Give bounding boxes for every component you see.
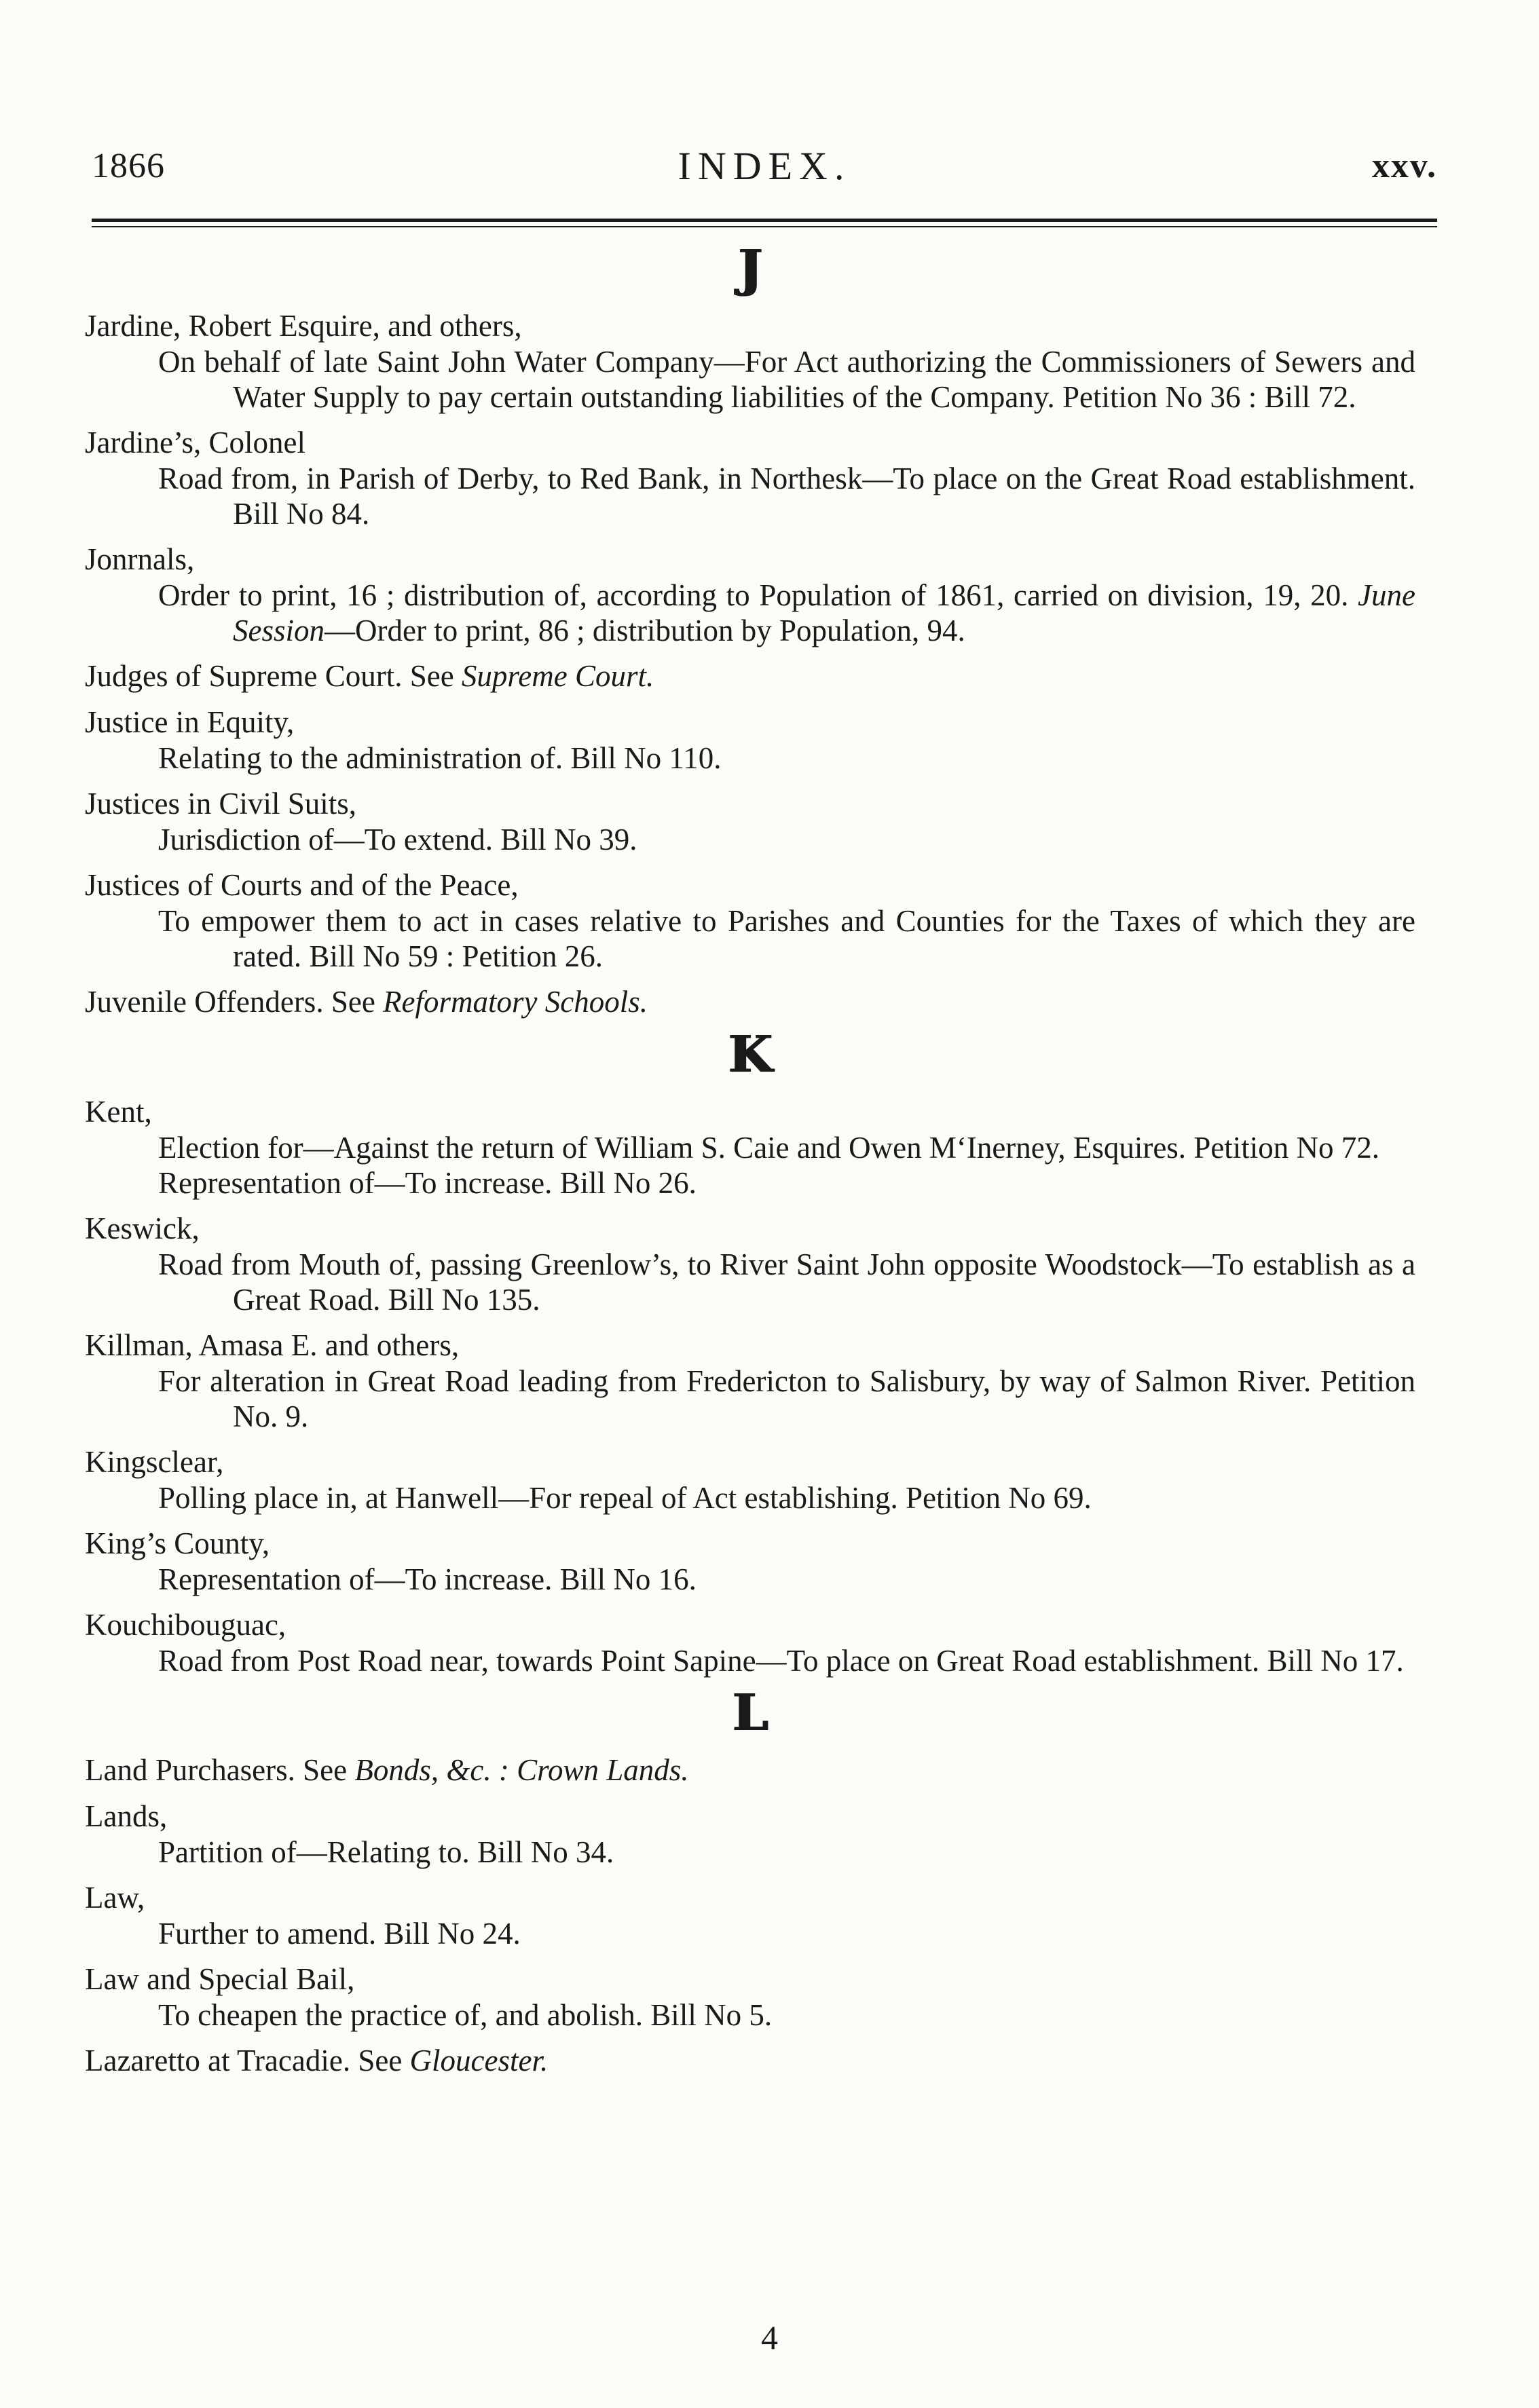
- entry-heading: Justice in Equity,: [85, 705, 295, 739]
- entry-heading: Justices in Civil Suits,: [85, 787, 357, 821]
- header-year: 1866: [92, 147, 165, 185]
- index-entry: [85, 1961, 1415, 2033]
- entry-heading: Jardine’s, Colonel: [85, 426, 305, 459]
- index-entry: [85, 1444, 1415, 1516]
- entry-heading: Kouchibouguac,: [85, 1608, 286, 1642]
- section-letter-l: L: [732, 1684, 768, 1742]
- entry-subentry: To cheapen the practice of, and abolish. Bill No 5.: [158, 1998, 773, 2032]
- entry-heading: Lands,: [85, 1799, 168, 1833]
- text-run: —Order to print, 86 ; distribution by Population, 94.: [325, 614, 965, 647]
- text-run: Juvenile Offenders. See: [85, 985, 384, 1019]
- entry-heading: Kingsclear,: [85, 1445, 224, 1479]
- cross-reference: Gloucester.: [409, 2044, 549, 2077]
- entry-heading: Jardine, Robert Esquire, and others,: [85, 309, 522, 343]
- index-entry: [85, 1327, 1415, 1434]
- index-entry: [85, 307, 1415, 415]
- entry-subentry: To empower them to act in cases relative to Parishes and Counties for the Taxes of which they are rated. Bill No 59 : Petition 26.: [158, 904, 1415, 973]
- entry-heading: Law,: [85, 1881, 145, 1915]
- entry-heading: [85, 1752, 1415, 1788]
- index-entry: [85, 1210, 1415, 1317]
- entry-heading: Kent,: [85, 1095, 152, 1129]
- index-entry: [85, 424, 1415, 531]
- index-entry: [85, 1606, 1415, 1678]
- entry-subentry: Election for—Against the return of William S. Caie and Owen M‘Inerney, Esquires. Petition No 72.: [158, 1131, 1380, 1165]
- index-content: [85, 241, 1415, 2088]
- entry-heading: [85, 658, 1415, 694]
- entry-subentry: Road from, in Parish of Derby, to Red Bank, in Northesk—To place on the Great Road establishment. Bill No 84.: [158, 462, 1415, 531]
- entry-subentry: Polling place in, at Hanwell—For repeal of Act establishing. Petition No 69.: [158, 1481, 1092, 1515]
- index-entry: [85, 704, 1415, 776]
- text-run: Land Purchasers. See: [85, 1753, 355, 1787]
- header-page-number: xxv.: [1371, 147, 1437, 185]
- section-letter-k: K: [728, 1026, 773, 1084]
- cross-reference: June Session: [233, 578, 1415, 647]
- entry-heading: [85, 983, 1415, 1020]
- entry-heading: Jonrnals,: [85, 542, 195, 576]
- entry-heading: King’s County,: [85, 1526, 270, 1560]
- entry-subentry: Further to amend. Bill No 24.: [158, 1917, 521, 1951]
- index-entry: [85, 1798, 1415, 1870]
- entry-subentry: Road from Mouth of, passing Greenlow’s, to River Saint John opposite Woodstock—To establish as a Great Road. Bill No 135.: [158, 1247, 1415, 1317]
- entry-heading: Killman, Amasa E. and others,: [85, 1328, 460, 1362]
- index-entry: [85, 867, 1415, 974]
- entry-heading: Law and Special Bail,: [85, 1962, 355, 1996]
- text-run: Lazaretto at Tracadie. See: [85, 2044, 410, 2077]
- entry-subentry: Representation of—To increase. Bill No 26.: [158, 1166, 697, 1200]
- page-folio: 4: [761, 2318, 778, 2356]
- entry-subentry: For alteration in Great Road leading from Fredericton to Salisbury, by way of Salmon River. Petition No. 9.: [158, 1364, 1415, 1433]
- cross-reference: Supreme Court.: [461, 659, 654, 693]
- index-entry: [85, 785, 1415, 857]
- index-entry: [85, 1752, 1415, 1788]
- cross-reference: Reformatory Schools.: [383, 985, 648, 1019]
- entry-subentry: [85, 578, 1415, 648]
- header-title: INDEX.: [678, 144, 851, 188]
- index-entry: [85, 541, 1415, 648]
- index-entry: [85, 1093, 1415, 1201]
- entry-subentry: Road from Post Road near, towards Point Sapine—To place on Great Road establishment. Bill No 17.: [158, 1644, 1404, 1678]
- index-entry: [85, 1525, 1415, 1597]
- index-entry: [85, 2042, 1415, 2079]
- text-run: Order to print, 16 ; distribution of, according to Population of 1861, carried on division, 19, 20.: [158, 578, 1358, 612]
- entry-subentry: Representation of—To increase. Bill No 16.: [158, 1562, 697, 1596]
- text-run: Judges of Supreme Court. See: [85, 659, 462, 693]
- header-rule-thick: [92, 219, 1437, 222]
- entry-subentry: Partition of—Relating to. Bill No 34.: [158, 1835, 614, 1869]
- header-rule-thin: [92, 226, 1437, 227]
- entry-subentry: Jurisdiction of—To extend. Bill No 39.: [158, 823, 637, 857]
- entry-heading: Keswick,: [85, 1211, 200, 1245]
- index-entry: [85, 1879, 1415, 1951]
- cross-reference: Bonds, &c. : Crown Lands.: [354, 1753, 689, 1787]
- running-head: [92, 139, 1437, 193]
- section-letter-j: J: [738, 240, 762, 298]
- entry-subentry: Relating to the administration of. Bill No 110.: [158, 741, 722, 775]
- index-entry: [85, 658, 1415, 694]
- entry-subentry: On behalf of late Saint John Water Company—For Act authorizing the Commissioners of Sewers and Water Supply to pay certain outstanding liabilities of the Company. Petition No 36 : Bill 72.: [158, 345, 1415, 414]
- index-entry: [85, 983, 1415, 1020]
- entry-heading: [85, 2042, 1415, 2079]
- entry-heading: Justices of Courts and of the Peace,: [85, 868, 519, 902]
